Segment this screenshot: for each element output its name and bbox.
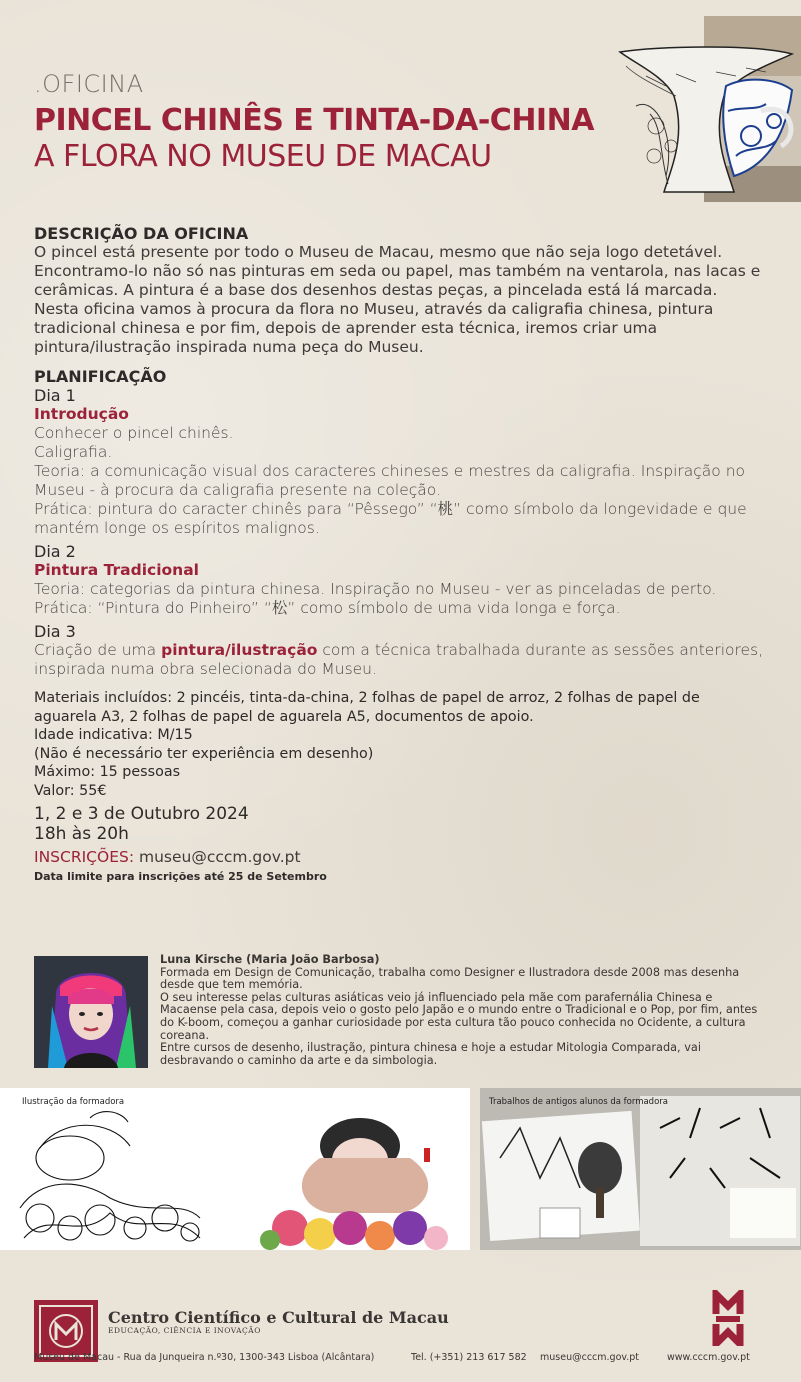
day1-line3: Teoria: a comunicação visual dos caracteres chineses e mestres da caligrafia. Inspiração no Museu - à procura da caligrafia presente na coleção. bbox=[34, 462, 746, 499]
museu-logo bbox=[712, 1290, 756, 1346]
page-title: PINCEL CHINÊS E TINTA-DA-CHINA bbox=[34, 103, 594, 138]
registration-email-link[interactable]: museu@cccm.gov.pt bbox=[138, 848, 301, 866]
org-name: Centro Científico e Cultural de Macau bbox=[108, 1308, 449, 1327]
experience-text: (Não é necessário ter experiência em desenho) bbox=[34, 745, 374, 762]
day1-line2: Caligrafia. bbox=[34, 443, 113, 461]
day2-label: Dia 2 bbox=[34, 542, 76, 561]
students-works-art bbox=[480, 1088, 801, 1250]
day1-line4: Prática: pintura do caracter chinês para “Pêssego” “桃” como símbolo da longevidade e que mantém longe os espíritos malignos. bbox=[34, 500, 747, 537]
registration-line: INSCRIÇÕES: museu@cccm.gov.pt bbox=[34, 848, 301, 866]
trainer-illustration-art bbox=[0, 1088, 470, 1250]
deadline-text: Data limite para inscrições até 25 de Setembro bbox=[34, 870, 327, 883]
trainer-bio-3: Entre cursos de desenho, ilustração, pintura chinesa e hoje a estudar Mitologia Comparada, vai desbravando o caminho da arte e da simbologia. bbox=[160, 1041, 701, 1067]
page-subtitle: A FLORA NO MUSEU DE MACAU bbox=[34, 139, 492, 174]
description-text: O pincel está presente por todo o Museu de Macau, mesmo que não seja logo detetável. Encontramo-lo não só nas pinturas em seda ou papel, mas também na ventarola, nas lacas e cerâmicas. A pintura é a base dos desenhos destas peças, a pincelada está lá marcada. bbox=[34, 243, 761, 299]
trainer-name: Luna Kirsche (Maria João Barbosa) bbox=[160, 953, 380, 966]
day3-label: Dia 3 bbox=[34, 622, 76, 641]
workshop-content bbox=[34, 224, 764, 886]
footer-email-link[interactable]: museu@cccm.gov.pt bbox=[540, 1352, 640, 1363]
footer-website-link[interactable]: www.cccm.gov.pt bbox=[667, 1352, 750, 1363]
dates-text: 1, 2 e 3 de Outubro 2024 bbox=[34, 804, 249, 824]
students-works-panel bbox=[480, 1088, 801, 1250]
day2-line1: Teoria: categorias da pintura chinesa. Inspiração no Museu - ver as pinceladas de perto. bbox=[34, 580, 717, 598]
day2-line2: Prática: “Pintura do Pinheiro” “松” como símbolo de uma vida longa e força. bbox=[34, 599, 621, 617]
day3-text: Criação de uma pintura/ilustração com a técnica trabalhada durante as sessões anteriores, inspirada numa obra selecionada do Museu. bbox=[34, 641, 764, 678]
footer-address: Museu de Macau - Rua da Junqueira n.º30, 1300-343 Lisboa (Alcântara) bbox=[34, 1352, 375, 1363]
planning-heading: PLANIFICAÇÃO bbox=[34, 367, 167, 386]
trainer-bio-2: O seu interesse pelas culturas asiáticas veio já influenciado pela mãe com parafernália Chinesa e Macaense pela casa, depois veio o gosto pelo Japão e o mundo entre o Tradicional e o Pop, por fim, antes do K-boom, começou a ganhar curiosidade por esta cultura tão pouco conhecida no Ocidente, a cultura coreana. bbox=[160, 990, 758, 1042]
materials-text: Materiais incluídos: 2 pincéis, tinta-da-china, 2 folhas de papel de arroz, 2 folhas de papel de aguarela A3, 2 folhas de papel de aguarela A5, documentos de apoio. bbox=[34, 690, 700, 725]
max-text: Máximo: 15 pessoas bbox=[34, 764, 181, 780]
kicker: .OFICINA bbox=[34, 70, 144, 98]
students-caption: Trabalhos de antigos alunos da formadora bbox=[489, 1097, 668, 1107]
price-text: Valor: 55€ bbox=[34, 782, 107, 799]
porcelain-vase-image bbox=[616, 16, 801, 202]
trainer-photo bbox=[34, 956, 148, 1068]
hours-text: 18h às 20h bbox=[34, 824, 129, 844]
description-text-2: Nesta oficina vamos à procura da flora no Museu, através da caligrafia chinesa, pintura tradicional chinesa e por fim, depois de aprender esta técnica, iremos criar uma pintura/ilustração inspirada numa peça do Museu. bbox=[34, 300, 714, 356]
trainer-illustration-panel bbox=[0, 1088, 470, 1250]
footer-phone[interactable]: Tel. (+351) 213 617 582 bbox=[411, 1352, 527, 1363]
day1-label: Dia 1 bbox=[34, 386, 76, 405]
illustration-caption: Ilustração da formadora bbox=[22, 1097, 125, 1107]
description-heading: DESCRIÇÃO DA OFICINA bbox=[34, 224, 249, 243]
age-text: Idade indicativa: M/15 bbox=[34, 727, 193, 743]
trainer-bio-1: Formada em Design de Comunicação, trabalha como Designer e Ilustradora desde 2008 mas desenha desde que tem memória. bbox=[160, 965, 740, 992]
trainer-bio bbox=[160, 954, 760, 1067]
org-tagline: EDUCAÇÃO, CIÊNCIA E INOVAÇÃO bbox=[108, 1326, 261, 1335]
day2-title: Pintura Tradicional bbox=[34, 561, 199, 579]
day1-line1: Conhecer o pincel chinês. bbox=[34, 424, 234, 442]
day1-title: Introdução bbox=[34, 405, 129, 423]
